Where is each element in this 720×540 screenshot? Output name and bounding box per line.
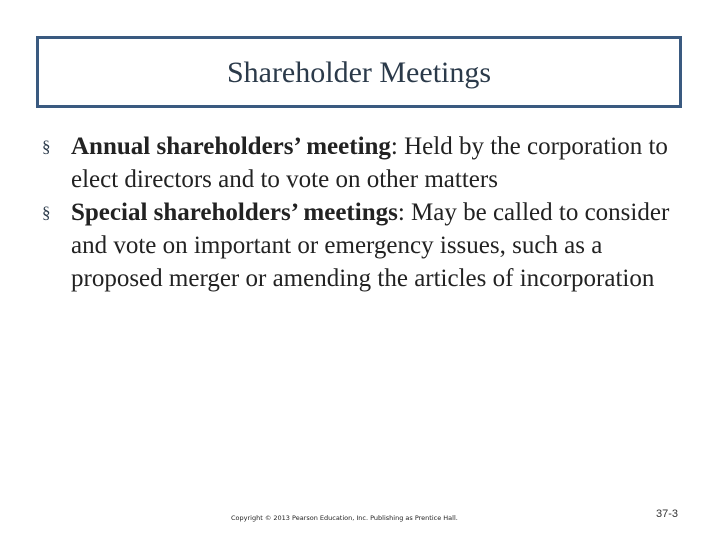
page-number: 37-3 [656, 508, 679, 520]
copyright-notice: Copyright © 2013 Pearson Education, Inc. Publishing as Prentice Hall. [231, 514, 458, 522]
bullet-list [40, 130, 690, 295]
slide-title: Shareholder Meetings [226, 56, 492, 89]
bullet-marker-icon: § [42, 137, 51, 156]
bullet-term: Annual shareholders’ meeting [71, 133, 391, 160]
bullet-item-annual-meeting [40, 130, 690, 196]
title-box [36, 36, 682, 108]
bullet-item-special-meetings [40, 196, 690, 295]
bullet-text: : May be called to consider and vote on important or emergency issues, such as a proposed merger or amending the articles of incorporation [71, 199, 670, 292]
bullet-term: Special shareholders’ meetings [71, 199, 398, 226]
bullet-text: : Held by the corporation to elect directors and to vote on other matters [71, 133, 668, 193]
bullet-marker-icon: § [42, 203, 51, 222]
